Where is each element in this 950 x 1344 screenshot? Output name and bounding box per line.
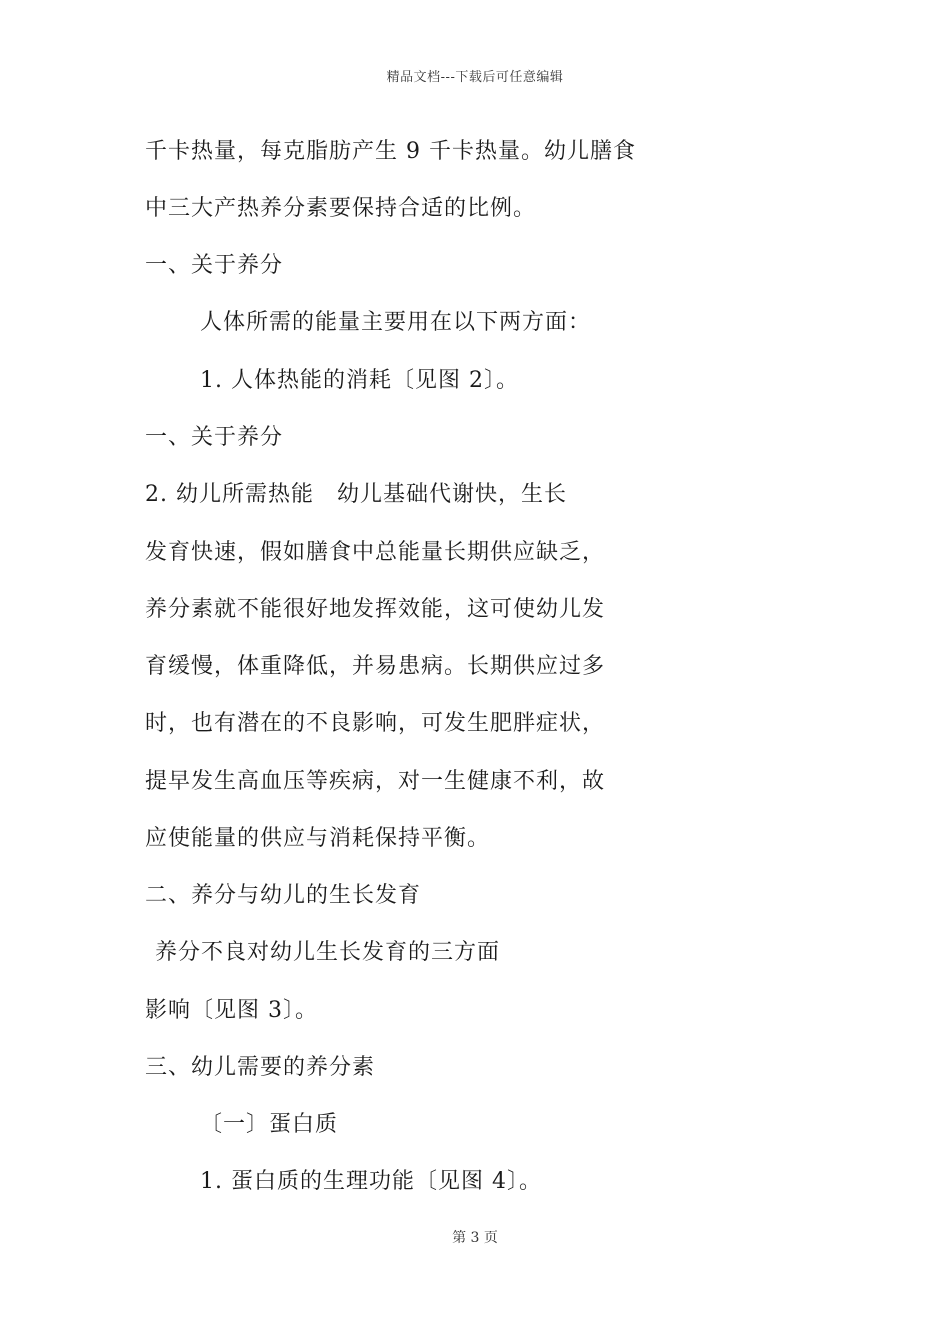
- list-item-3: 1. 蛋白质的生理功能〔见图 4〕。: [200, 1169, 542, 1194]
- body-line-10: 育缓慢，体重降低，并易患病。长期供应过多: [145, 654, 606, 679]
- section-heading: 二、养分与幼儿的生长发育: [145, 883, 422, 908]
- page-header: 精品文档---下载后可任意编辑: [386, 70, 564, 85]
- body-line-13: 应使能量的供应与消耗保持平衡。: [145, 826, 491, 851]
- body-line-1: 千卡热量，每克脂肪产生 9 千卡热量。幼儿膳食: [145, 139, 636, 164]
- list-item-1: 1. 人体热能的消耗〔见图 2〕。: [200, 368, 519, 393]
- subsection-heading: 〔一〕蛋白质: [200, 1112, 339, 1137]
- body-line-2: 中三大产热养分素要保持合适的比例。: [145, 196, 537, 221]
- section-heading: 一、关于养分: [145, 425, 284, 450]
- body-line-8: 发育快速，假如膳食中总能量长期供应缺乏，: [145, 540, 606, 565]
- body-line-4: 人体所需的能量主要用在以下两方面：: [200, 310, 592, 335]
- section-heading: 三、幼儿需要的养分素: [145, 1055, 376, 1080]
- section-heading: 一、关于养分: [145, 253, 284, 278]
- body-line-16: 影响〔见图 3〕。: [145, 998, 318, 1023]
- page-number: 第 3 页: [452, 1230, 498, 1246]
- list-item-2: 2. 幼儿所需热能 幼儿基础代谢快，生长: [145, 482, 567, 507]
- body-line-15: 养分不良对幼儿生长发育的三方面: [155, 940, 501, 965]
- body-line-9: 养分素就不能很好地发挥效能，这可使幼儿发: [145, 597, 606, 622]
- body-line-11: 时，也有潜在的不良影响，可发生肥胖症状，: [145, 711, 606, 736]
- body-line-12: 提早发生高血压等疾病，对一生健康不利，故: [145, 769, 606, 794]
